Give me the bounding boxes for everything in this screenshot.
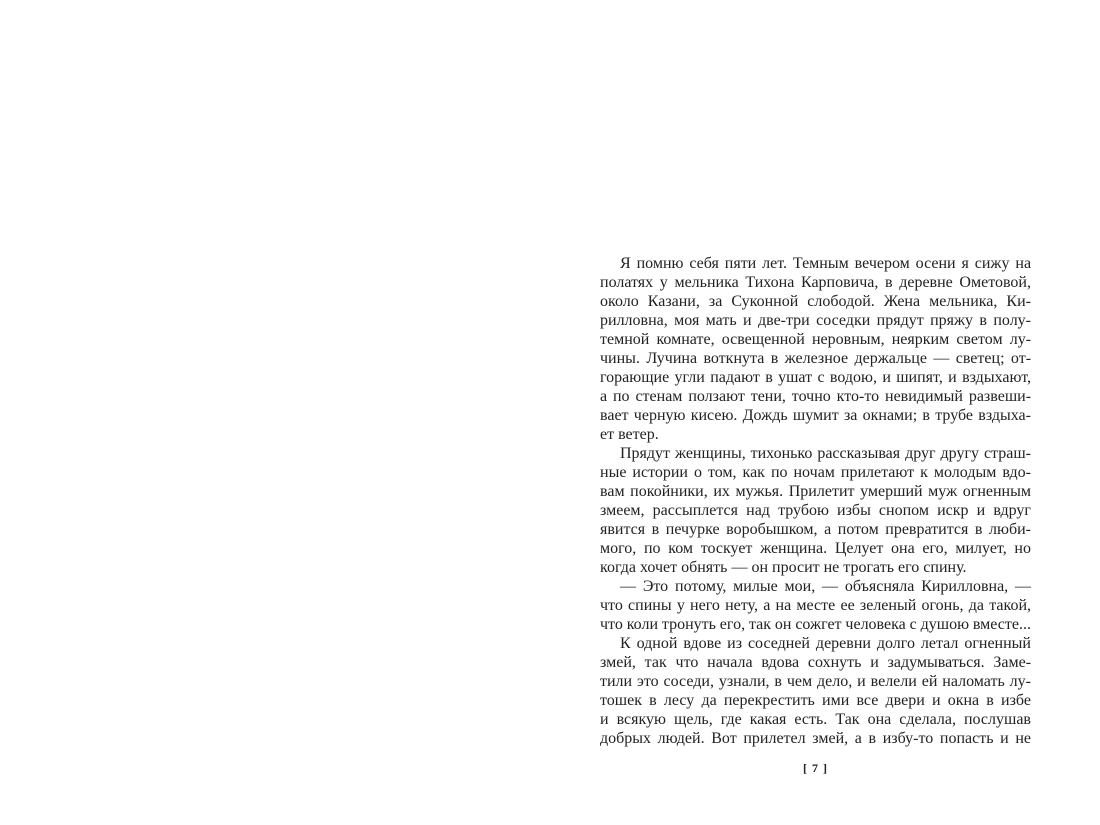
text-line: змей, так что начала вдова сохнуть и задумываться. Заме- [600, 654, 1032, 671]
text-line: тили это соседи, узнали, в чем дело, и велели ей наломать лу- [600, 673, 1031, 690]
text-line: змеем, рассыплется над трубою избы снопом искр и вдруг [600, 502, 1031, 519]
text-line: полатях у мельника Тихона Карповича, в деревне Ометовой, [600, 274, 1031, 291]
text-line: когда хочет обнять — он просит не трогать его спину. [600, 559, 967, 576]
text-line: ные истории о том, как по ночам прилетают к молодым вдо- [600, 464, 1031, 481]
text-line: мого, по ком тоскует женщина. Целует она его, милует, но [600, 540, 1031, 557]
text-line: — Это потому, милые мои, — объясняла Кирилловна, — [620, 578, 1032, 595]
paragraph [600, 634, 1031, 748]
text-line: Я помню себя пяти лет. Темным вечером осени я сижу на [620, 255, 1032, 272]
text-line: что коли тронуть его, так он сожгет человека с душою вместе... [600, 616, 1032, 633]
right-page [550, 0, 1100, 825]
text-line: горающие угли падают в ушат с водою, и шипят, и вздыхают, [600, 369, 1031, 386]
paragraph [600, 444, 1031, 577]
text-line: около Казани, за Суконной слободой. Жена мельника, Ки- [600, 293, 1031, 310]
text-block [600, 254, 1031, 748]
paragraph [600, 577, 1031, 634]
text-line: ет ветер. [600, 426, 659, 443]
text-line: рилловна, моя мать и две-три соседки прядут пряжу в полу- [600, 312, 1032, 329]
page-number-folio: [ 7 ] [803, 761, 828, 775]
text-line: а по стенам ползают тени, точно кто-то невидимый развеши- [600, 388, 1032, 405]
text-line: тошек в лесу да перекрестить ими все двери и окна в избе [600, 692, 1031, 709]
text-line: явится в печурке воробышком, а потом превратится в люби- [600, 521, 1031, 538]
text-line: вает черную кисею. Дождь шумит за окнами; в трубе вздыха- [600, 407, 1031, 424]
text-line: Прядут женщины, тихонько рассказывая друг другу страш- [620, 445, 1031, 462]
text-line: К одной вдове из соседней деревни долго летал огненный [620, 635, 1031, 652]
text-line: чины. Лучина воткнута в железное держальце — светец; от- [600, 350, 1032, 367]
text-line: добрых людей. Вот прилетел змей, а в избу-то попасть и не [600, 730, 1032, 747]
text-line: темной комнате, освещенной неровным, неярким светом лу- [600, 331, 1032, 348]
text-line: что спины у него нету, а на месте ее зеленый огонь, да такой, [600, 597, 1032, 614]
text-line: вам покойники, их мужья. Прилетит умерший муж огненным [600, 483, 1031, 500]
paragraph [600, 254, 1031, 444]
text-line: и всякую щель, где какая есть. Так она сделала, послушав [600, 711, 1031, 728]
